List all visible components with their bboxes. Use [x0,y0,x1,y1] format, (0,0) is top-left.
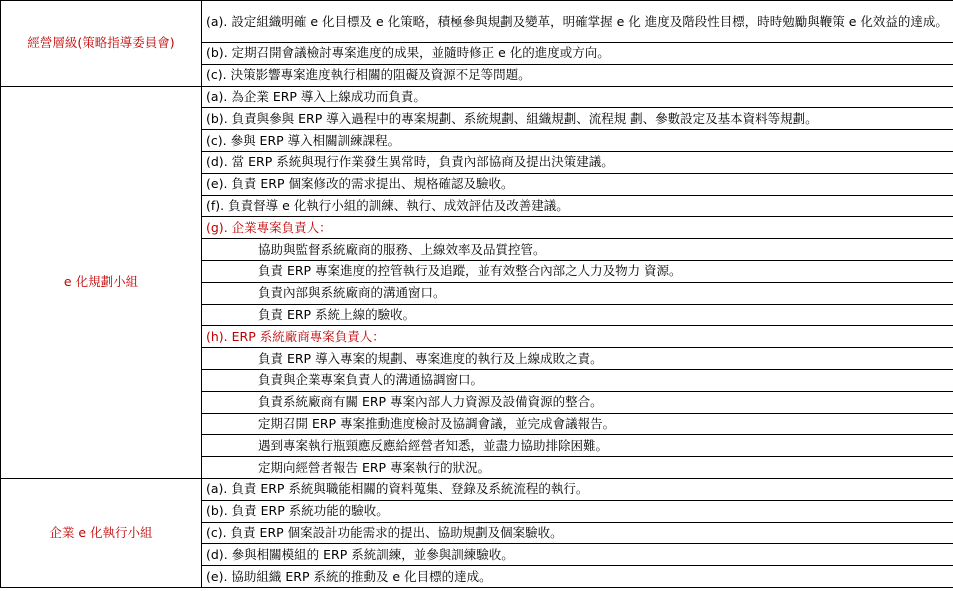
group-label-planning: e 化規劃小組 [1,86,202,478]
duty-item: (c). 參與 ERP 導入相關訓練課程。 [202,130,953,152]
duty-subitem: 負責與企業專案負責人的溝通協調窗口。 [202,369,953,391]
duty-item: (c). 決策影響專案進度執行相關的阻礙及資源不足等問題。 [202,64,953,86]
duty-subitem: 遇到專案執行瓶頸應反應給經營者知悉，並盡力協助排除困難。 [202,435,953,457]
duty-subitem: 負責 ERP 系統上線的驗收。 [202,304,953,326]
duty-subitem: 定期召開 ERP 專案推動進度檢討及協調會議，並完成會議報告。 [202,413,953,435]
duty-item: (a). 為企業 ERP 導入上線成功而負責。 [202,86,953,108]
duty-item: (a). 負責 ERP 系統與職能相關的資料蒐集、登錄及系統流程的執行。 [202,478,953,500]
duty-item: (e). 協助組織 ERP 系統的推動及 e 化目標的達成。 [202,566,953,588]
duty-subitem: 負責系統廠商有關 ERP 專案內部人力資源及設備資源的整合。 [202,391,953,413]
duty-subitem: 負責內部與系統廠商的溝通窗口。 [202,282,953,304]
duty-item: (b). 定期召開會議檢討專案進度的成果，並隨時修正 e 化的進度或方向。 [202,43,953,65]
group-label-management: 經營層級(策略指導委員會) [1,1,202,87]
duty-item: (f). 負責督導 e 化執行小組的訓練、執行、成效評估及改善建議。 [202,195,953,217]
duty-item: (d). 參與相關模組的 ERP 系統訓練，並參與訓練驗收。 [202,544,953,566]
duty-item: (d). 當 ERP 系統與現行作業發生異常時，負責內部協商及提出決策建議。 [202,151,953,173]
subsection-heading: (h). ERP 系統廠商專案負責人： [202,326,953,348]
table-row [1,478,953,500]
duty-item: (b). 負責 ERP 系統功能的驗收。 [202,500,953,522]
duty-subitem: 負責 ERP 專案進度的控管執行及追蹤，並有效整合內部之人力及物力 資源。 [202,260,953,282]
duty-item: (e). 負責 ERP 個案修改的需求提出、規格確認及驗收。 [202,173,953,195]
duty-item: (c). 負責 ERP 個案設計功能需求的提出、協助規劃及個案驗收。 [202,522,953,544]
duty-item: (b). 負責與參與 ERP 導入過程中的專案規劃、系統規劃、組織規劃、流程規 劃、參數設定及基本資料等規劃。 [202,108,953,130]
duty-subitem: 定期向經營者報告 ERP 專案執行的狀況。 [202,457,953,479]
subsection-heading: (g). 企業專案負責人： [202,217,953,239]
duty-item: (a). 設定組織明確 e 化目標及 e 化策略，積極參與規劃及變革，明確掌握 e 化 進度及階段性目標，時時勉勵與鞭策 e 化效益的達成。 [202,1,953,43]
table-row [1,1,953,43]
group-label-execution: 企業 e 化執行小組 [1,478,202,587]
duty-subitem: 協助與監督系統廠商的服務、上線效率及品質控管。 [202,239,953,261]
table-row [1,86,953,108]
duty-subitem: 負責 ERP 導入專案的規劃、專案進度的執行及上線成敗之責。 [202,348,953,370]
